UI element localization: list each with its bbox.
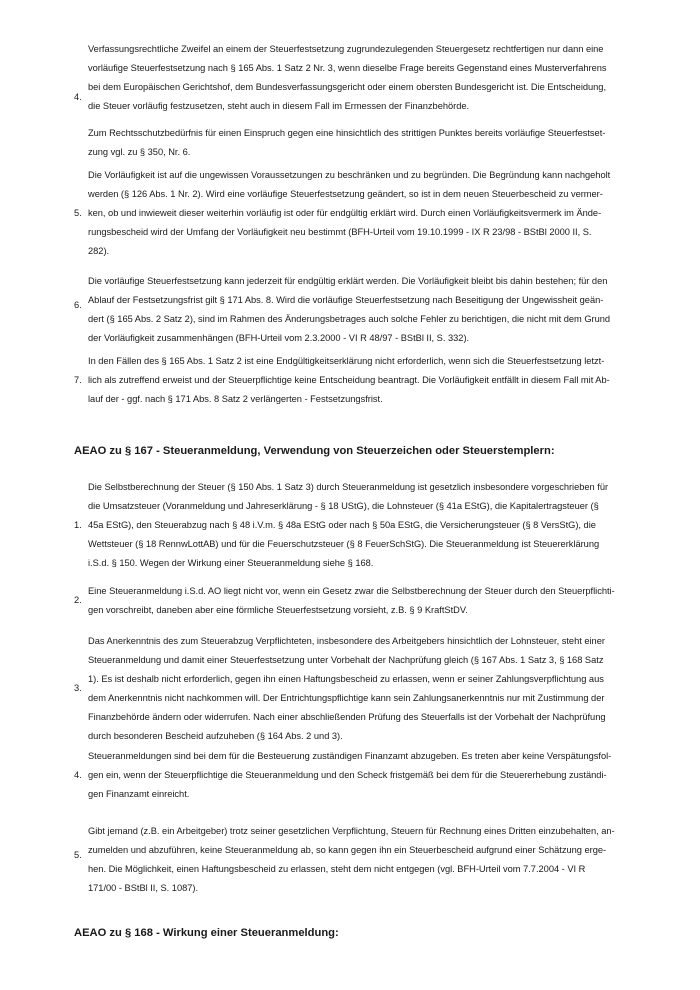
- item-body: [88, 352, 636, 409]
- list-item-1: [74, 478, 634, 573]
- text-line: Ablauf der Festsetzungsfrist gilt § 171 Abs. 8. Wird die vorläufige Steuerfestsetzung nach Beseitigung der Ungewissheit geän-: [88, 295, 604, 305]
- text-line: 282).: [88, 246, 110, 256]
- text-line: werden (§ 126 Abs. 1 Nr. 2). Wird eine vorläufige Steuerfestsetzung geändert, so ist in dem neuen Steuerbescheid zu vermer-: [88, 189, 603, 199]
- item-number: 2.: [74, 595, 82, 605]
- text-line: hen. Die Möglichkeit, einen Haftungsbescheid zu erlassen, steht dem nicht entgegen (vgl. BFH-Urteil vom 7.7.2004 - VI R: [88, 864, 586, 874]
- list-item-7: [74, 352, 634, 409]
- list-item-6: [74, 272, 634, 348]
- text-line: Steueranmeldung und damit einer Steuerfestsetzung unter Vorbehalt der Nachprüfung gleich (§ 167 Abs. 1 Satz 3, § 168 Satz: [88, 655, 604, 665]
- text-line: Die Selbstberechnung der Steuer (§ 150 Abs. 1 Satz 3) durch Steueranmeldung ist gesetzlich insbesondere vorgeschrieben für: [88, 482, 609, 492]
- item-body: [88, 747, 636, 804]
- text-line: In den Fällen des § 165 Abs. 1 Satz 2 ist eine Endgültigkeitserklärung nicht erforderlich, wenn sich die Steuerfestsetzung letzt-: [88, 356, 605, 366]
- item-number: 3.: [74, 683, 82, 693]
- paragraph: [88, 40, 636, 116]
- text-line: 171/00 - BStBl II, S. 1087).: [88, 883, 199, 893]
- paragraph: [88, 822, 636, 898]
- text-line: Eine Steueranmeldung i.S.d. AO liegt nicht vor, wenn ein Gesetz zwar die Selbstberechnung der Steuer durch den Steuerpflichti-: [88, 586, 615, 596]
- item-body: [88, 582, 636, 620]
- text-line: zung vgl. zu § 350, Nr. 6.: [88, 147, 191, 157]
- item-number: 5.: [74, 208, 82, 218]
- paragraph: [88, 166, 636, 261]
- item-body: [88, 632, 636, 746]
- text-line: Steueranmeldungen sind bei dem für die Besteuerung zuständigen Finanzamt abzugeben. Es treten aber keine Verspätungsfol-: [88, 751, 612, 761]
- paragraph: [88, 747, 636, 804]
- paragraph: [88, 352, 636, 409]
- paragraph: [88, 478, 636, 573]
- text-line: bei dem Europäischen Gerichtshof, dem Bundesverfassungsgericht oder einem obersten Bundesgericht ist. Die Entscheidung,: [88, 82, 607, 92]
- list-item-3: [74, 632, 634, 746]
- text-line: 1). Es ist deshalb nicht erforderlich, gegen ihn einen Haftungsbescheid zu erlassen, wenn er seiner Zahlungsverpflichtung aus: [88, 674, 604, 684]
- text-line: Gibt jemand (z.B. ein Arbeitgeber) trotz seiner gesetzlichen Verpflichtung, Steuern für Rechnung eines Dritten einzubehalten, an-: [88, 826, 615, 836]
- item-body: [88, 40, 636, 162]
- text-line: Die vorläufige Steuerfestsetzung kann jederzeit für endgültig erklärt werden. Die Vorläufigkeit bleibt bis dahin bestehen; für den: [88, 276, 608, 286]
- paragraph: [88, 124, 636, 162]
- item-number: 1.: [74, 520, 82, 530]
- text-line: 45a EStG), den Steuerabzug nach § 48 i.V.m. § 48a EStG oder nach § 50a EStG, die Versicherungsteuer (§ 8 VersStG), die: [88, 520, 596, 530]
- item-body: [88, 272, 636, 348]
- text-line: vorläufige Steuerfestsetzung nach § 165 Abs. 1 Satz 2 Nr. 3, wenn dieselbe Frage bereits Gegenstand eines Musterverfahrens: [88, 63, 607, 73]
- text-line: Die Vorläufigkeit ist auf die ungewissen Voraussetzungen zu beschränken und zu begründen. Die Begründung kann nachgeholt: [88, 170, 611, 180]
- text-line: durch besonderen Bescheid aufzuheben (§ 164 Abs. 2 und 3).: [88, 731, 343, 741]
- text-line: zumelden und abzuführen, keine Steueranmeldung ab, so kann gegen ihn ein Steuerbescheid aufgrund einer Schätzung erge-: [88, 845, 607, 855]
- text-line: dert (§ 165 Abs. 2 Satz 2), sind im Rahmen des Änderungsbetrages auch solche Fehler zu berichtigen, die nicht mit dem Grund: [88, 314, 611, 324]
- text-line: gen vorschreibt, daneben aber eine förmliche Steuerfestsetzung vorsieht, z.B. § 9 KraftStDV.: [88, 605, 468, 615]
- item-number: 7.: [74, 375, 82, 385]
- list-item-5b: [74, 822, 634, 898]
- item-number: 4.: [74, 770, 82, 780]
- text-line: lich als zutreffend erweist und der Steuerpflichtige keine Entscheidung beantragt. Die Vorläufigkeit entfällt in diesem Fall mit Ab-: [88, 375, 610, 385]
- item-body: [88, 822, 636, 898]
- section-heading: AEAO zu § 167 - Steueranmeldung, Verwendung von Steuerzeichen oder Steuerstemplern:: [74, 445, 555, 457]
- text-line: der Vorläufigkeit zusammenhängen (BFH-Urteil vom 2.3.2000 - VI R 48/97 - BStBl II, S. 332).: [88, 333, 470, 343]
- item-number: 5.: [74, 850, 82, 860]
- item-body: [88, 478, 636, 573]
- item-number: 4.: [74, 92, 82, 102]
- text-line: gen ein, wenn der Steuerpflichtige die Steueranmeldung und den Scheck fristgemäß bei dem für die Steuererhebung zuständi-: [88, 770, 607, 780]
- list-item-4b: [74, 747, 634, 804]
- text-line: Zum Rechtsschutzbedürfnis für einen Einspruch gegen eine hinsichtlich des strittigen Punktes bereits vorläufige Steuerfestset-: [88, 128, 606, 138]
- text-line: Wettsteuer (§ 18 RennwLottAB) und für die Feuerschutzsteuer (§ 8 FeuerSchStG). Die Steueranmeldung ist Steuererklärung: [88, 539, 600, 549]
- item-number: 6.: [74, 300, 82, 310]
- paragraph: [88, 632, 636, 746]
- text-line: dem Anerkenntnis nicht nachkommen will. Der Entrichtungspflichtige kann sein Zahlungsanerkenntnis nur mit Zustimmung der: [88, 693, 605, 703]
- text-line: Finanzbehörde ändern oder widerrufen. Nach einer abschließenden Prüfung des Steuerfalls ist der Vorbehalt der Nachprüfung: [88, 712, 606, 722]
- section-heading: AEAO zu § 168 - Wirkung einer Steueranmeldung:: [74, 927, 339, 939]
- text-line: ken, ob und inwieweit dieser weiterhin vorläufig ist oder für endgültig erklärt wird. Durch einen Vorläufigkeitsvermerk im Ände-: [88, 208, 602, 218]
- text-line: Verfassungsrechtliche Zweifel an einem der Steuerfestsetzung zugrundezulegenden Steuergesetz rechtfertigen nur dann eine: [88, 44, 604, 54]
- text-line: die Umsatzsteuer (Voranmeldung und Jahreserklärung - § 18 UStG), die Lohnsteuer (§ 41a EStG), die Kapitalertragsteuer (§: [88, 501, 599, 511]
- list-item-2: [74, 582, 634, 620]
- text-line: i.S.d. § 150. Wegen der Wirkung einer Steueranmeldung siehe § 168.: [88, 558, 374, 568]
- list-item-4: [74, 40, 634, 174]
- paragraph: [88, 582, 636, 620]
- text-line: gen Finanzamt einreicht.: [88, 789, 190, 799]
- text-line: lauf der - ggf. nach § 171 Abs. 8 Satz 2 verlängerten - Festsetzungsfrist.: [88, 394, 383, 404]
- text-line: Das Anerkenntnis des zum Steuerabzug Verpflichteten, insbesondere des Arbeitgebers hinsichtlich der Lohnsteuer, steht einer: [88, 636, 605, 646]
- list-item-5: [74, 166, 634, 261]
- text-line: rungsbescheid wird der Umfang der Vorläufigkeit neu bestimmt (BFH-Urteil vom 19.10.1999 - IX R 23/98 - BStBl 2000 II, S.: [88, 227, 592, 237]
- paragraph: [88, 272, 636, 348]
- text-line: die Steuer vorläufig festzusetzen, steht auch in diesem Fall im Ermessen der Finanzbehörde.: [88, 101, 470, 111]
- item-body: [88, 166, 636, 261]
